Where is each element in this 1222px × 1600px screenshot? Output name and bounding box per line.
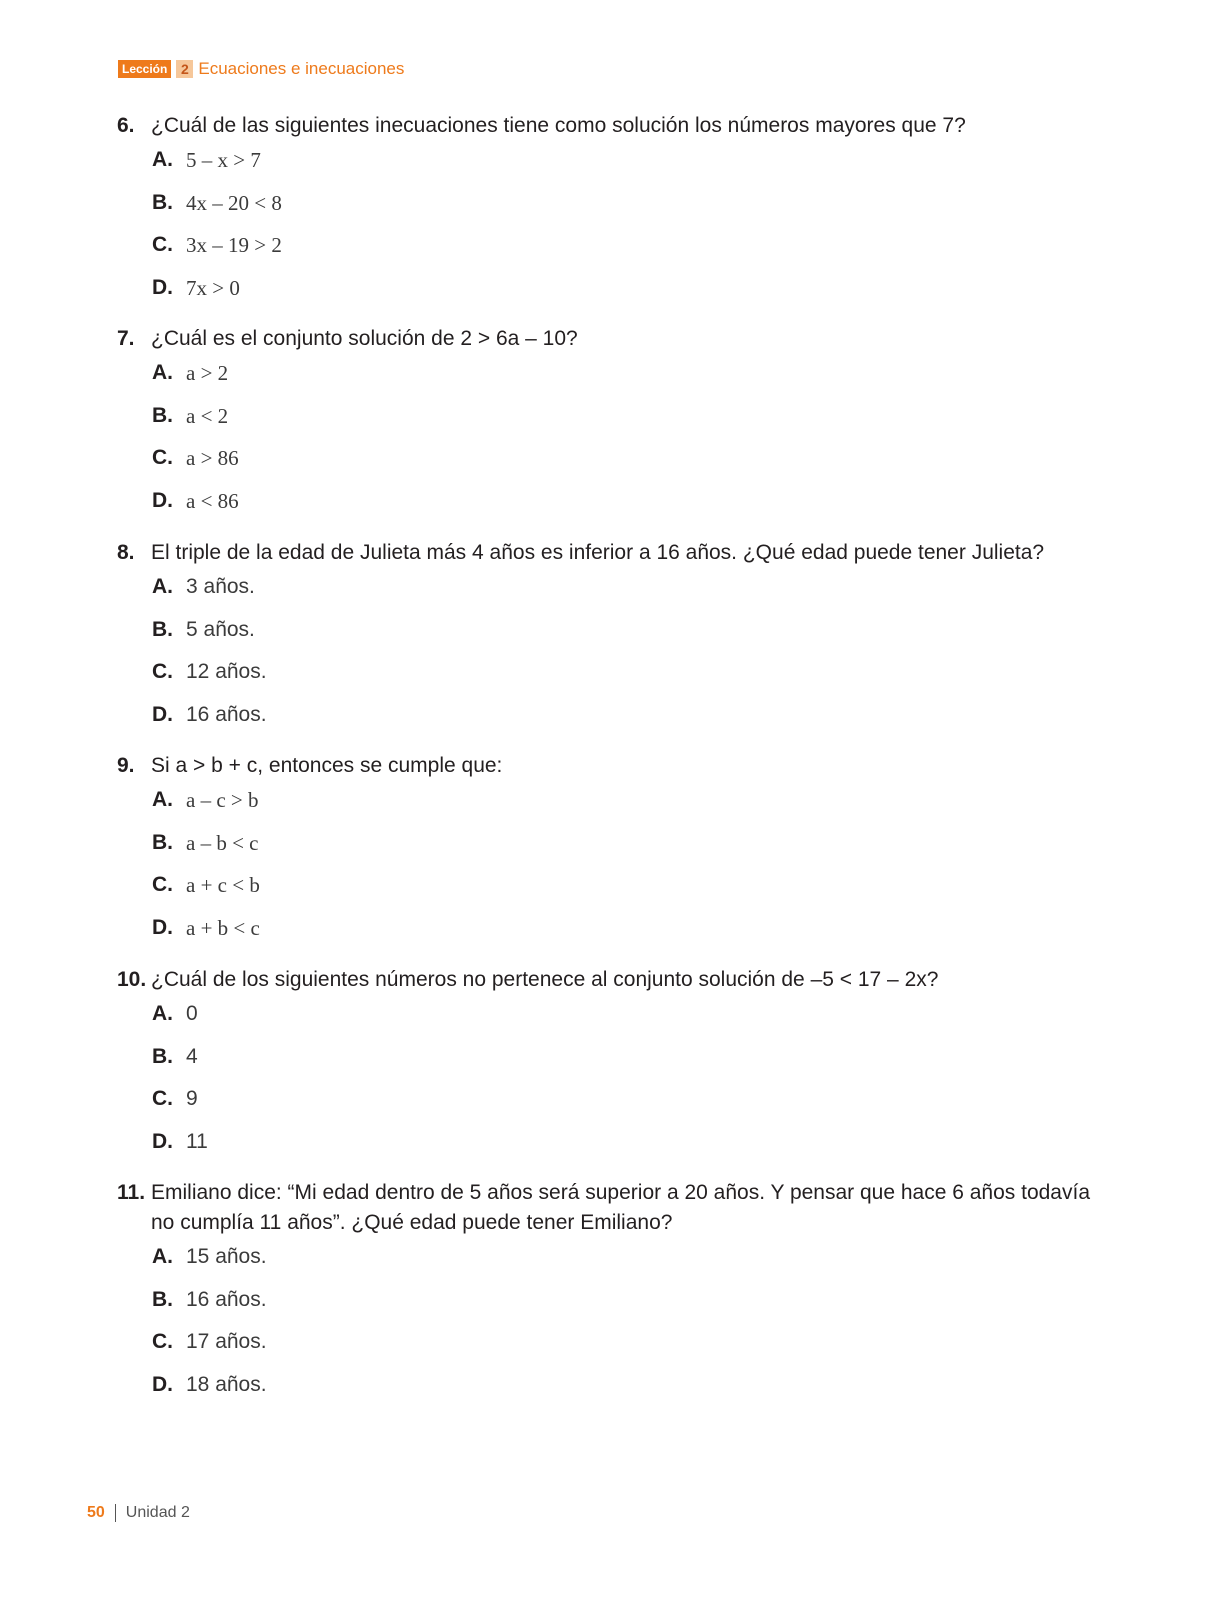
options-list — [152, 1242, 1107, 1412]
option-letter: C. — [152, 233, 173, 256]
option-letter: C. — [152, 1330, 173, 1353]
option-letter: D. — [152, 1129, 173, 1153]
option-a[interactable] — [152, 358, 1107, 401]
question-number: 6. — [117, 114, 135, 137]
option-text: 11 — [186, 1129, 208, 1153]
option-d[interactable] — [152, 700, 1107, 743]
option-text: 5 años. — [186, 617, 255, 641]
question-11 — [117, 1178, 1107, 1412]
option-text: 16 años. — [186, 1287, 267, 1311]
option-letter: A. — [152, 148, 173, 171]
question-8 — [117, 538, 1107, 742]
option-a[interactable] — [152, 572, 1107, 615]
lesson-badge: Lección — [118, 60, 171, 78]
option-text: 0 — [186, 1002, 198, 1025]
option-text: a + b < c — [186, 915, 260, 940]
option-text: a + c < b — [186, 873, 260, 897]
option-text: 4x – 20 < 8 — [186, 190, 282, 215]
option-letter: C. — [152, 873, 173, 896]
option-a[interactable] — [152, 145, 1107, 188]
option-c[interactable] — [152, 230, 1107, 273]
option-text: 9 — [186, 1087, 198, 1110]
footer-divider — [115, 1504, 116, 1522]
option-text: a – c > b — [186, 788, 259, 812]
option-d[interactable] — [152, 1127, 1107, 1170]
option-text: 7x > 0 — [186, 275, 240, 300]
lesson-title: Ecuaciones e inecuaciones — [198, 59, 405, 78]
options-list — [152, 785, 1107, 955]
option-letter: B. — [152, 190, 173, 214]
unit-label: Unidad 2 — [125, 1504, 190, 1521]
question-text: ¿Cuál es el conjunto solución de 2 > 6a – 10? — [151, 327, 578, 350]
option-text: a > 86 — [186, 446, 239, 470]
option-letter: A. — [152, 575, 173, 598]
option-letter: A. — [152, 1002, 173, 1025]
option-letter: B. — [152, 403, 173, 427]
option-letter: D. — [152, 1372, 173, 1396]
option-a[interactable] — [152, 999, 1107, 1042]
question-number: 7. — [117, 327, 135, 350]
option-text: a – b < c — [186, 830, 259, 855]
question-number: 8. — [117, 541, 135, 564]
question-text: ¿Cuál de los siguientes números no pertenece al conjunto solución de –5 < 17 – 2x? — [151, 968, 939, 991]
lesson-number-badge: 2 — [176, 60, 193, 78]
option-text: 4 — [186, 1044, 198, 1068]
option-letter: B. — [152, 1044, 173, 1068]
options-list — [152, 999, 1107, 1169]
question-text: Si a > b + c, entonces se cumple que: — [151, 754, 503, 777]
options-list — [152, 145, 1107, 315]
lesson-header — [118, 59, 404, 79]
option-b[interactable] — [152, 1042, 1107, 1085]
question-number: 10. — [117, 968, 147, 991]
option-text: 15 años. — [186, 1245, 267, 1268]
option-text: 3x – 19 > 2 — [186, 233, 282, 257]
option-text: a < 86 — [186, 488, 239, 513]
option-text: 5 – x > 7 — [186, 148, 261, 172]
option-text: 16 años. — [186, 702, 267, 726]
options-list — [152, 358, 1107, 528]
option-text: 12 años. — [186, 660, 267, 683]
option-c[interactable] — [152, 1084, 1107, 1127]
option-letter: D. — [152, 915, 173, 939]
question-text: Emiliano dice: “Mi edad dentro de 5 años será superior a 20 años. Y pensar que hace 6 años todavía no cumplía 11 años”. ¿Qué edad puede tener Emiliano? — [151, 1181, 1091, 1234]
option-letter: D. — [152, 702, 173, 726]
question-text: ¿Cuál de las siguientes inecuaciones tiene como solución los números mayores que 7? — [151, 114, 966, 137]
option-letter: A. — [152, 1245, 173, 1268]
option-letter: A. — [152, 361, 173, 384]
option-letter: C. — [152, 1087, 173, 1110]
option-letter: D. — [152, 488, 173, 512]
option-c[interactable] — [152, 443, 1107, 486]
option-letter: B. — [152, 1287, 173, 1311]
option-a[interactable] — [152, 1242, 1107, 1285]
option-text: 18 años. — [186, 1372, 267, 1396]
option-text: 17 años. — [186, 1330, 267, 1353]
option-text: a < 2 — [186, 403, 229, 428]
option-b[interactable] — [152, 615, 1107, 658]
option-a[interactable] — [152, 785, 1107, 828]
option-letter: A. — [152, 788, 173, 811]
option-text: 3 años. — [186, 575, 255, 598]
option-d[interactable] — [152, 1370, 1107, 1413]
option-b[interactable] — [152, 401, 1107, 444]
option-c[interactable] — [152, 870, 1107, 913]
option-c[interactable] — [152, 1327, 1107, 1370]
option-letter: B. — [152, 617, 173, 641]
option-letter: C. — [152, 660, 173, 683]
question-number: 9. — [117, 754, 135, 777]
option-letter: B. — [152, 830, 173, 854]
option-c[interactable] — [152, 657, 1107, 700]
option-text: a > 2 — [186, 361, 229, 385]
option-b[interactable] — [152, 828, 1107, 871]
page-footer — [87, 1504, 190, 1522]
option-letter: D. — [152, 275, 173, 299]
question-number: 11. — [117, 1181, 146, 1204]
question-text: El triple de la edad de Julieta más 4 años es inferior a 16 años. ¿Qué edad puede tener Julieta? — [151, 541, 1045, 564]
question-10 — [117, 965, 1107, 1169]
question-9 — [117, 751, 1107, 955]
question-6 — [117, 111, 1107, 315]
option-d[interactable] — [152, 913, 1107, 956]
option-b[interactable] — [152, 1285, 1107, 1328]
option-b[interactable] — [152, 188, 1107, 231]
options-list — [152, 572, 1107, 742]
option-letter: C. — [152, 446, 173, 469]
question-7 — [117, 324, 1107, 528]
option-d[interactable] — [152, 273, 1107, 316]
option-d[interactable] — [152, 486, 1107, 529]
page-number: 50 — [87, 1504, 105, 1521]
